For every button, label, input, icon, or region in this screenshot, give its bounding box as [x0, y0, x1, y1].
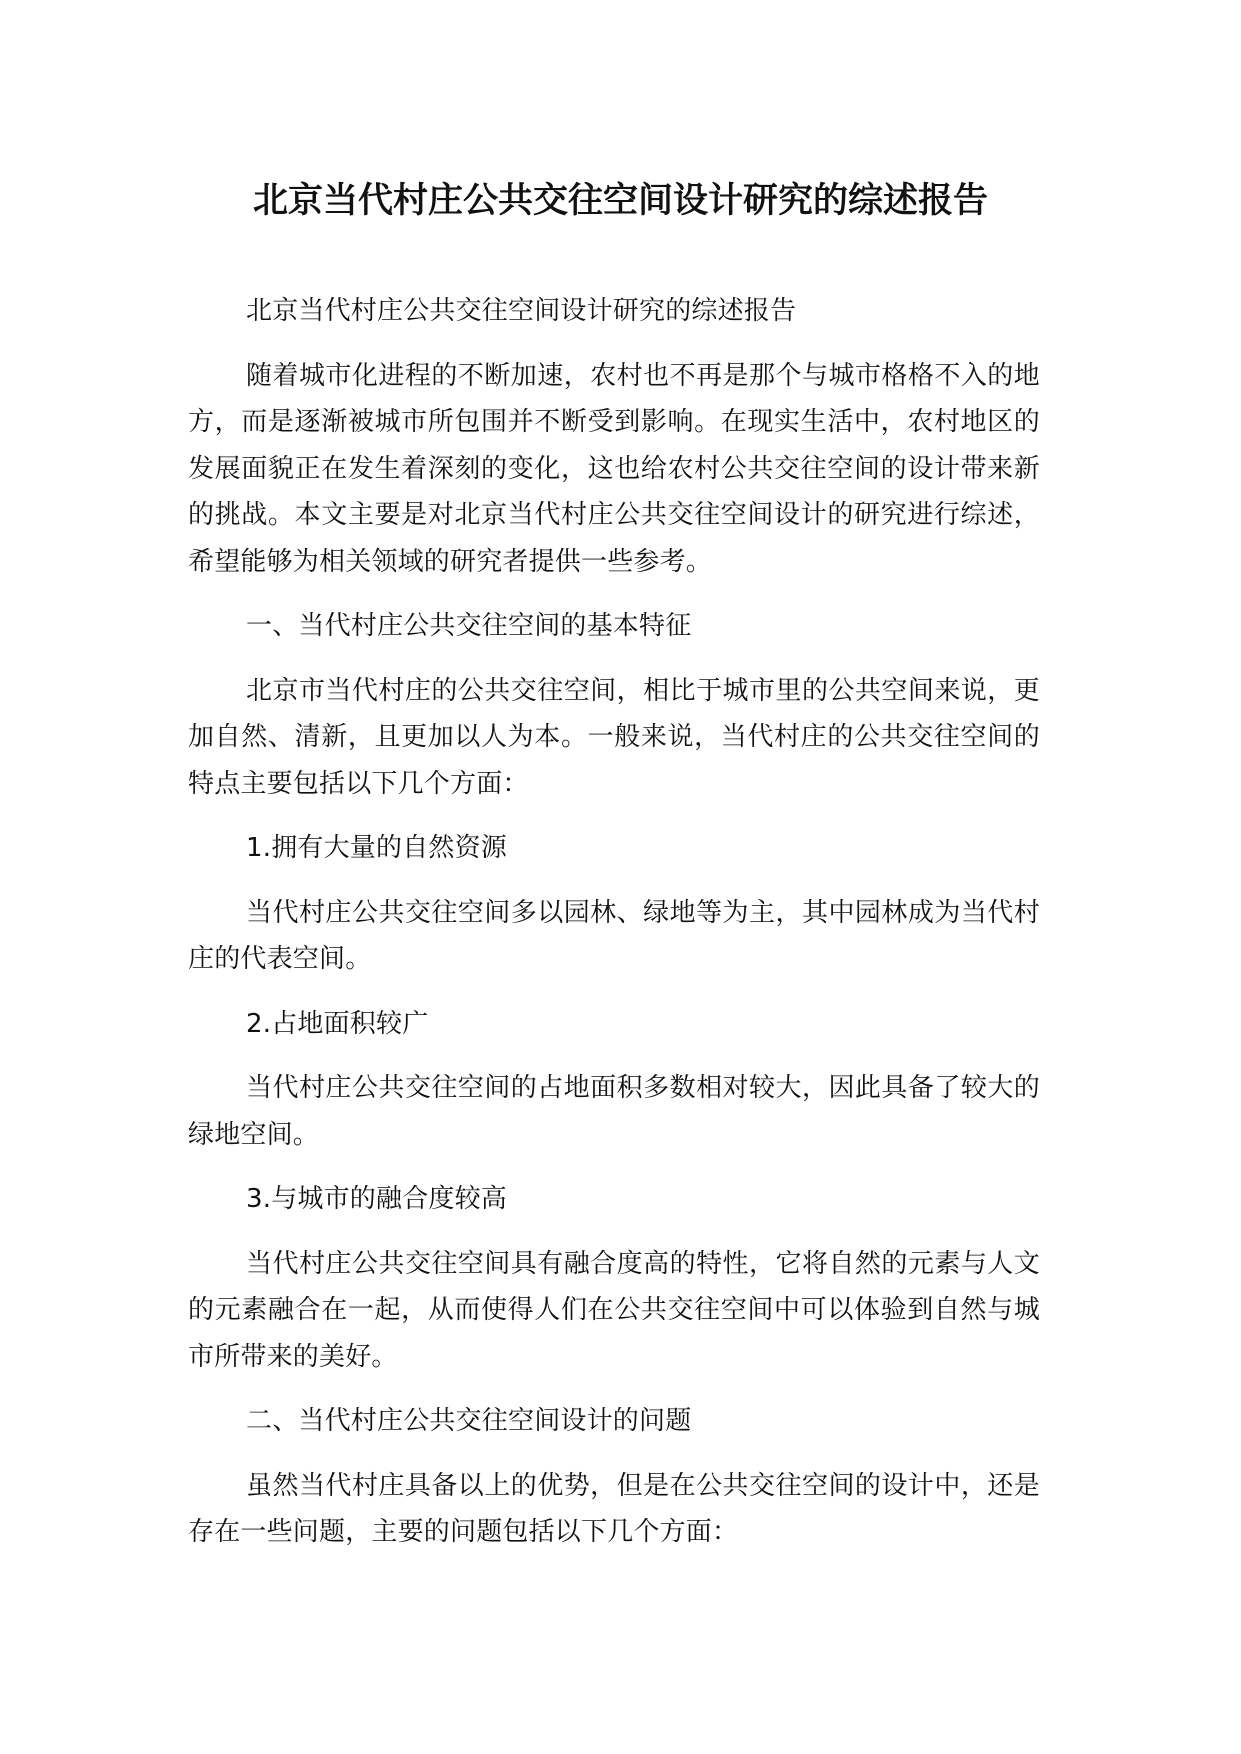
paragraph-section-1: 北京市当代村庄的公共交往空间，相比于城市里的公共空间来说，更加自然、清新，且更加以人为本。一般来说，当代村庄的公共交往空间的特点主要包括以下几个方面：: [188, 675, 1040, 799]
paragraph-intro: 随着城市化进程的不断加速，农村也不再是那个与城市格格不入的地方，而是逐渐被城市所包围并不断受到影响。在现实生活中，农村地区的发展面貌正在发生着深刻的变化，这也给农村公共交往空间的设计带来新的挑战。本文主要是对北京当代村庄公共交往空间设计的研究进行综述，希望能够为相关领域的研究者提供一些参考。: [188, 360, 1040, 577]
list-item-heading-3: 3.与城市的融合度较高: [246, 1184, 508, 1214]
paragraph-list-2: 当代村庄公共交往空间的占地面积多数相对较大，因此具备了较大的绿地空间。: [188, 1073, 1040, 1150]
paragraph-section-2: 虽然当代村庄具备以上的优势，但是在公共交往空间的设计中，还是存在一些问题，主要的问题包括以下几个方面：: [188, 1470, 1040, 1547]
section-heading-2: 二、当代村庄公共交往空间设计的问题: [246, 1406, 692, 1436]
list-item-heading-2: 2.占地面积较广: [246, 1008, 429, 1039]
paragraph-list-1: 当代村庄公共交往空间多以园林、绿地等为主，其中园林成为当代村庄的代表空间。: [188, 897, 1040, 974]
paragraph-list-3: 当代村庄公共交往空间具有融合度高的特性，它将自然的元素与人文的元素融合在一起，从而使得人们在公共交往空间中可以体验到自然与城市所带来的美好。: [188, 1248, 1040, 1372]
document-body: [188, 288, 1040, 1574]
list-item-heading-1: 1.拥有大量的自然资源: [246, 833, 508, 863]
paragraph-subtitle: 北京当代村庄公共交往空间设计研究的综述报告: [246, 296, 797, 326]
section-heading-1: 一、当代村庄公共交往空间的基本特征: [246, 611, 692, 641]
document-title: 北京当代村庄公共交往空间设计研究的综述报告: [252, 181, 988, 221]
